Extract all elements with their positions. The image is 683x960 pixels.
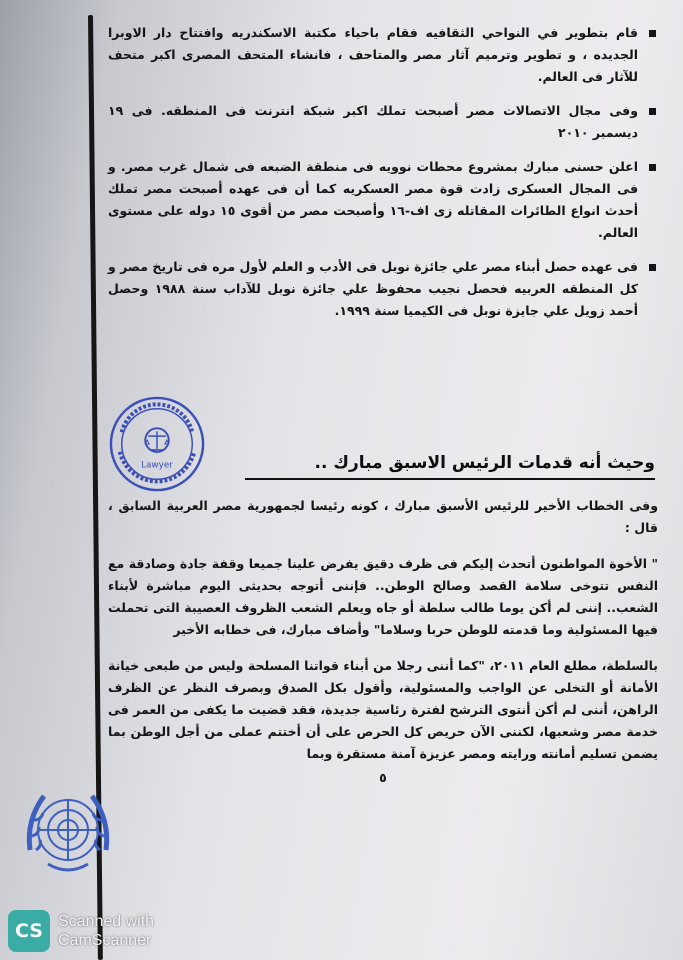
watermark-line1: Scanned with bbox=[58, 913, 155, 930]
bullet-paragraph: فى عهده حصل أبناء مصر علي جائزة نوبل فى الأدب و العلم لأول مره فى تاريخ مصر و كل المنطقه العربيه فحصل نجيب محفوظ علي جائزة نوبل للآداب سنة ١٩٨٨ وحصل أحمد زويل علي جايزة نوبل فى الكيميا سنة ١٩٩٩. bbox=[108, 256, 658, 322]
bullet-section bbox=[108, 22, 658, 334]
bullet-paragraph: اعلن حسنى مبارك بمشروع محطات نوويه فى منطقة الضبعه فى شمال غرب مصر. و فى المجال العسكرى زادت قوة مصر العسكريه كما أن فى عهده أصبحت مصر تملك أحدث انواع الطائرات المقاتله زى اف-١٦ وأصبحت مصر من أقوى ١٥ دوله على مستوى العالم. bbox=[108, 156, 658, 244]
un-emblem-stamp-icon bbox=[18, 780, 118, 880]
page-number: ٥ bbox=[379, 770, 387, 785]
quote-paragraph: " الأخوة المواطنون أتحدث إليكم فى ظرف دقيق يفرض علينا جميعا وقفة جادة وصادقة مع النفس تتوخى سلامة القصد وصالح الوطن.. فإننى أتوجه بحديثى اليوم مباشرة لأبناء الشعب.. إننى لم أكن يوما طالب سلطة أو جاه ويعلم الشعب الظروف العصيبة التى تحملت فيها المسئولية وما قدمته للوطن حربا وسلاما" وأضاف مبارك، فى خطابه الأخير bbox=[108, 556, 658, 637]
lawyer-stamp-role: Lawyer bbox=[141, 460, 173, 471]
lawyer-stamp-icon bbox=[108, 395, 206, 493]
bullet-paragraph: وفى مجال الاتصالات مصر أصبحت تملك اكبر شبكة انترنت فى المنطقه. فى ١٩ ديسمبر ٢٠١٠ bbox=[108, 100, 658, 144]
camscanner-text bbox=[58, 912, 154, 950]
speech-section bbox=[108, 495, 658, 789]
watermark-line2: CamScanner bbox=[58, 932, 152, 949]
section-heading: وحيث أنه قدمات الرئيس الاسبق مبارك .. bbox=[314, 453, 655, 473]
heading-underline bbox=[245, 478, 655, 480]
bullet-paragraph: قام بتطوير في النواحي الثقافيه فقام باحياء مكتبة الاسكندريه وافتتاح دار الاوبرا الجديده ، و تطوير وترميم آثار مصر والمتاحف ، فانشاء المتحف المصرى اكبر متحف للآثار فى العالم. bbox=[108, 22, 658, 88]
camscanner-logo-icon: CS bbox=[8, 910, 50, 952]
heading-block bbox=[245, 450, 655, 480]
camscanner-watermark bbox=[8, 910, 154, 952]
intro-paragraph: وفى الخطاب الأخير للرئيس الأسبق مبارك ، كونه رئيسا لجمهورية مصر العربية السابق ، قال : bbox=[108, 498, 658, 535]
speech-paragraph: بالسلطة، مطلع العام ٢٠١١، "كما أننى رجلا من أبناء قواتنا المسلحة وليس من طبعى خيانة الأمانة أو التخلى عن الواجب والمسئولية، وأقول بكل الصدق وبصرف النظر عن الظرف الراهن، أننى لم أكن أنتوى الترشح لفترة رئاسية جديدة، فقد قضيت ما يكفى من العمر فى خدمة مصر وشعبها، لكننى الآن حريص كل الحرص على أن أختتم عملى من أجل الوطن بما يضمن تسليم أمانته ورايته ومصر عزيزة آمنة مستقرة وبما bbox=[108, 658, 658, 761]
